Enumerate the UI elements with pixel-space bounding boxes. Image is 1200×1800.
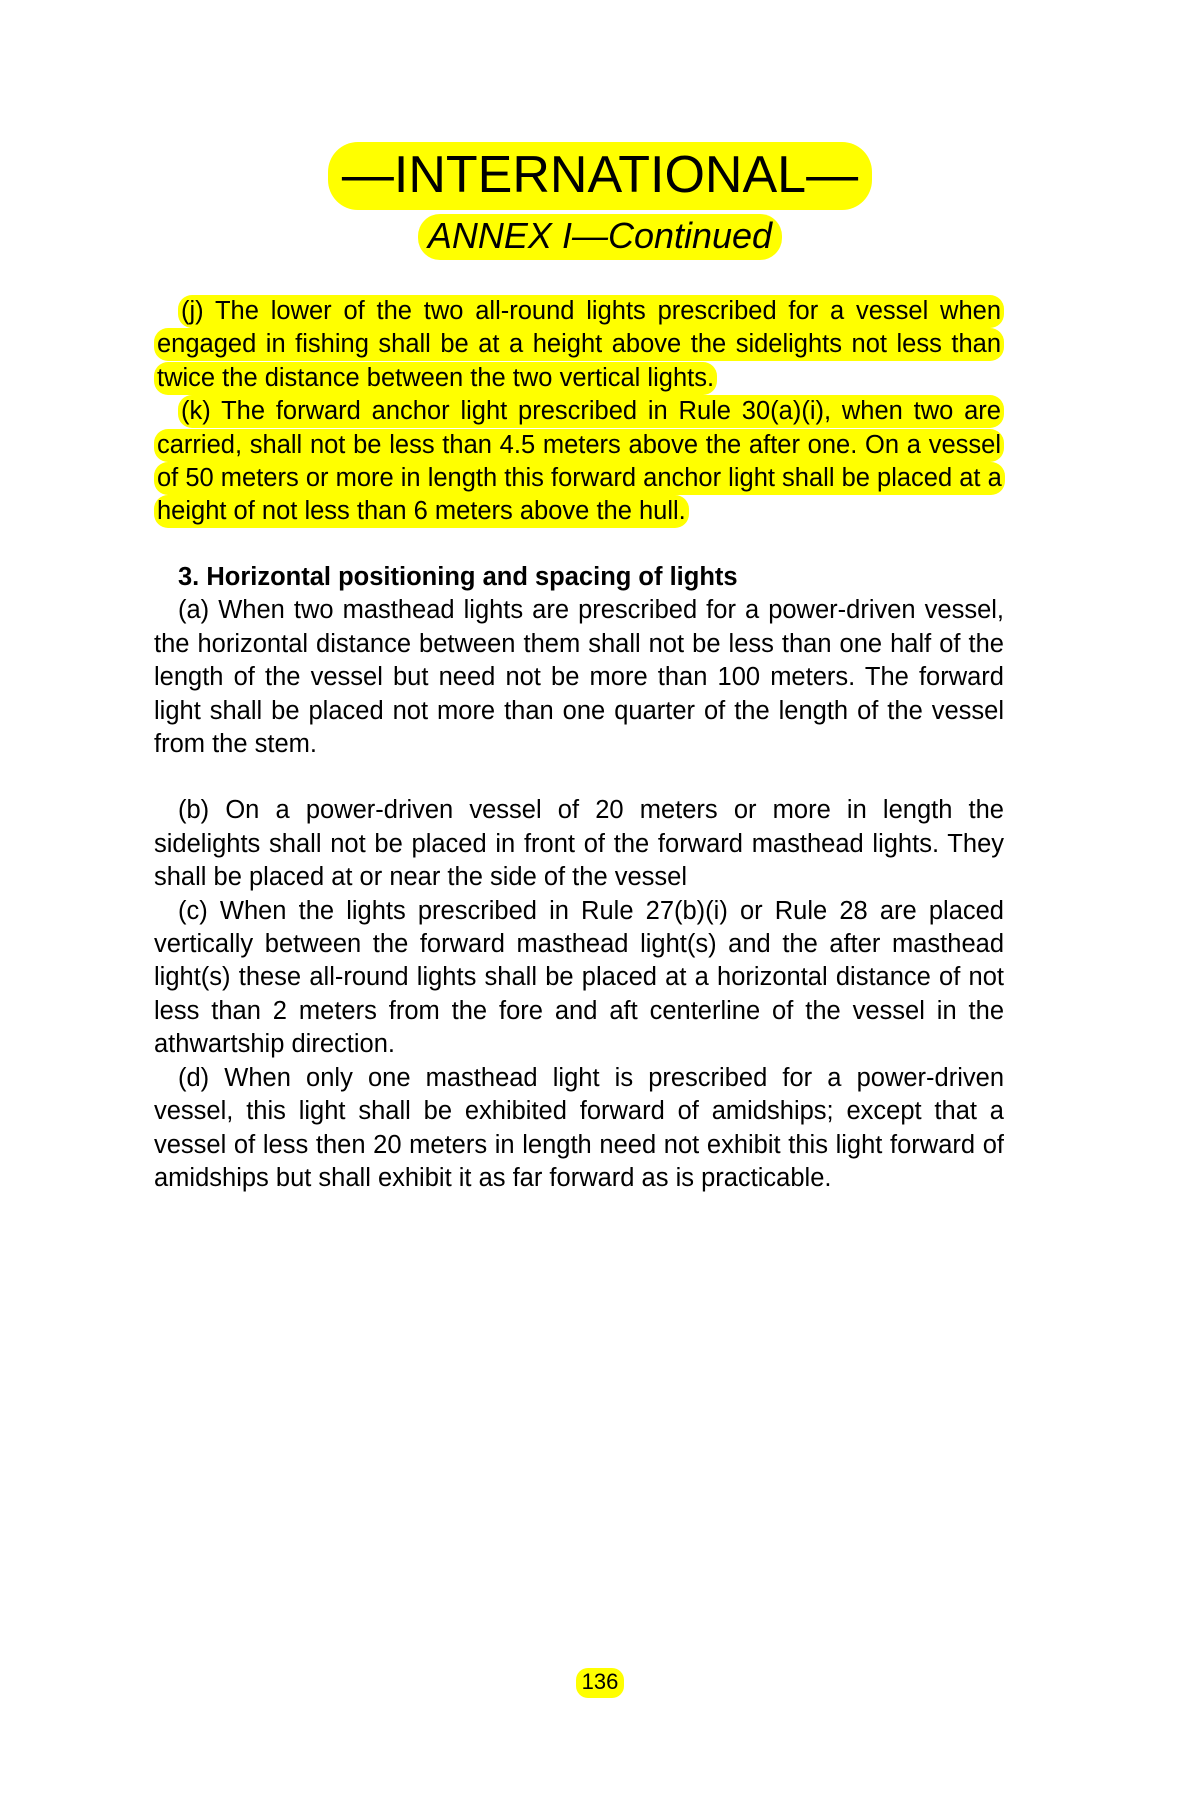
paragraph-d: (d) When only one masthead light is prescribed for a power-driven vessel, this light shall be exhibited forward of amidships; except that a vessel of less then 20 meters in length need not exhibit this light forward of amidships but shall exhibit it as far forward as is practicable. — [154, 1063, 1004, 1192]
paragraph-a: (a) When two masthead lights are prescribed for a power-driven vessel, the horizontal distance between them shall not be less than one half of the length of the vessel but need not be more than 100 meters. The forward light shall be placed not more than one quarter of the length of the vessel from the stem. — [154, 596, 1004, 759]
paragraph-j-text: (j) The lower of the two all-round lights prescribed for a vessel when engaged in fishing shall be at a height above the sidelights not less than twice the distance between the two vertical lights. — [154, 295, 1004, 395]
section-heading: 3. Horizontal positioning and spacing of lights — [178, 563, 738, 591]
paragraph-spacer — [154, 761, 1004, 794]
paragraph-b: (b) On a power-driven vessel of 20 meters or more in length the sidelights shall not be placed in front of the forward masthead lights. They shall be placed at or near the side of the vessel — [154, 796, 1004, 892]
page-title: —INTERNATIONAL— — [328, 142, 872, 210]
highlighted-section — [154, 295, 1004, 529]
page-number: 136 — [576, 1668, 625, 1698]
paragraph-c: (c) When the lights prescribed in Rule 27(b)(i) or Rule 28 are placed vertically between the forward masthead light(s) and the after masthead light(s) these all-round lights shall be placed at a horizontal distance of not less than 2 meters from the fore and aft centerline of the vessel in the athwartship direction. — [154, 896, 1004, 1059]
section-3 — [154, 561, 1004, 1195]
page-footer — [0, 1668, 1200, 1698]
paragraph-k — [154, 395, 1004, 529]
page-subtitle: ANNEX I—Continued — [418, 214, 782, 260]
page-subheader — [0, 214, 1200, 260]
paragraph-j — [154, 295, 1004, 395]
page-header — [0, 142, 1200, 210]
paragraph-k-text: (k) The forward anchor light prescribed in Rule 30(a)(i), when two are carried, shall not be less than 4.5 meters above the after one. On a vessel of 50 meters or more in length this forward anchor light shall be placed at a height of not less than 6 meters above the hull. — [154, 395, 1005, 528]
